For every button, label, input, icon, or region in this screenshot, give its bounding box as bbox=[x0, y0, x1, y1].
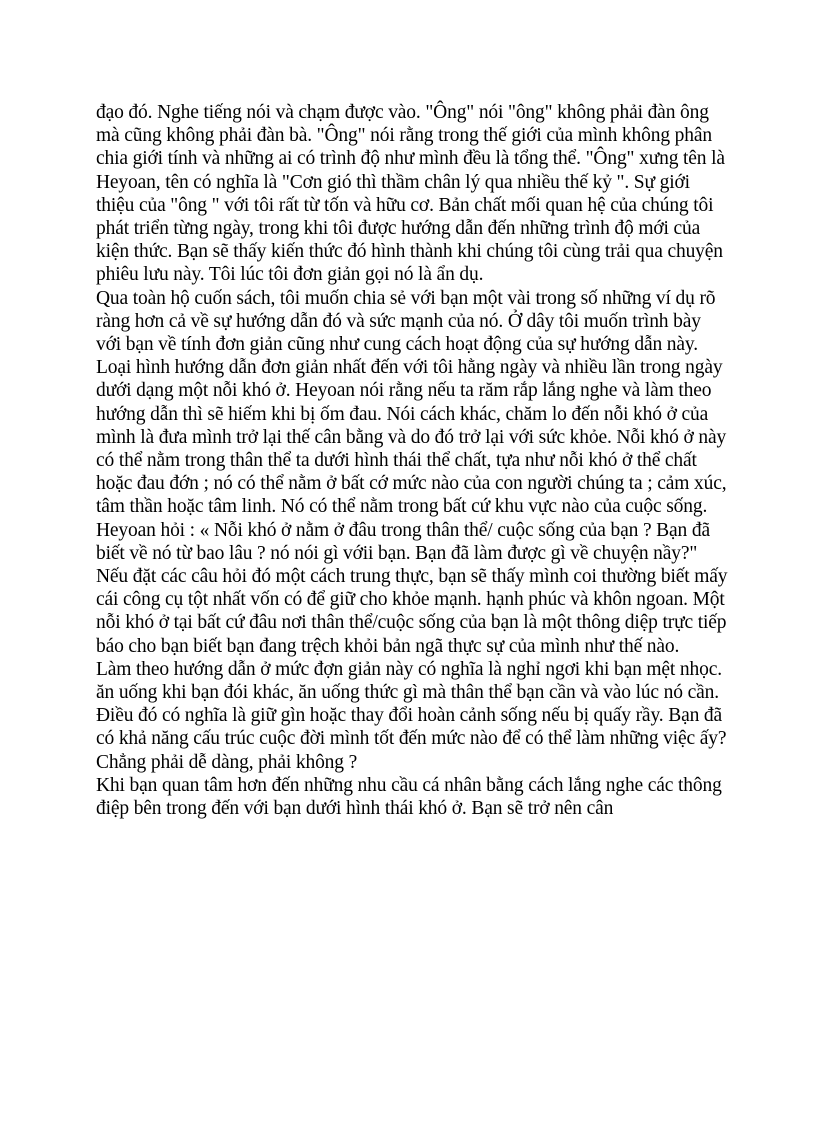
paragraph-1: đạo đó. Nghe tiếng nói và chạm được vào. "Ông" nói "ông" không phải đàn ông mà cũng không phải đàn bà. "Ông" nói rằng trong thế giới của mình không phân chia giới tính và những ai có trình độ như mình đều là tổng thể. "Ông" xưng tên là Heyoan, tên có nghĩa là "Cơn gió thì thầm chân lý qua nhiều thế kỷ ". Sự giới thiệu của "ông " với tôi rất từ tốn và hữu cơ. Bản chất mối quan hệ của chúng tôi phát triển từng ngày, trong khi tôi được hướng dẫn đến những trình độ mới của kiện thức. Bạn sẽ thấy kiến thức đó hình thành khi chúng tôi cùng trải qua chuyện phiêu lưu này. Tôi lúc tôi đơn giản gọi nó là ẩn dụ. bbox=[96, 102, 725, 286]
document-page bbox=[96, 101, 728, 820]
paragraph-2: Qua toàn hộ cuốn sách, tôi muốn chia sẻ với bạn một vài trong số những ví dụ rõ ràng hơn cả về sự hướng dẫn đó và sức mạnh của nó. Ở dây tôi muốn trình bày với bạn về tính đơn giản cũng như cung cách hoạt động của sự hướng dẫn này. bbox=[96, 287, 716, 356]
paragraph-6: Làm theo hướng dẫn ở mức đợn giản này có nghĩa là nghỉ ngơi khi bạn mệt nhọc. ăn uống khi bạn đói khác, ăn uống thức gì mà thân thể bạn cần và vào lúc nó cần. Điều đó có nghĩa là giữ gìn hoặc thay đổi hoàn cảnh sống nếu bị quấy rầy. Bạn đã có khả năng cấu trúc cuộc đời mình tốt đến mức nào để có thể làm những việc ấy? bbox=[96, 658, 727, 750]
paragraph-5: Nếu đặt các câu hỏi đó một cách trung thực, bạn sẽ thấy mình coi thường biết mấy cái công cụ tột nhất vốn có để giữ cho khỏe mạnh. hạnh phúc và khôn ngoan. Một nỗi khó ở tại bất cứ đâu nơi thân thể/cuộc sống của bạn là một thông diệp trực tiếp báo cho bạn biết bạn đang trệch khỏi bản ngã thực sự của mình như thế nào. bbox=[96, 566, 728, 657]
paragraph-8: Khi bạn quan tâm hơn đến những nhu cầu cá nhân bằng cách lắng nghe các thông điệp bên trong đến với bạn dưới hình thái khó ở. Bạn sẽ trở nên cân bbox=[96, 774, 722, 820]
paragraph-3: Loại hình hướng dẫn đơn giản nhất đến với tôi hằng ngày và nhiều lần trong ngày dưới dạng một nỗi khó ở. Heyoan nói rằng nếu ta răm rắp lắng nghe và làm theo hướng dẫn thì sẽ hiếm khi bị ốm đau. Nói cách khác, chăm lo đến nỗi khó ở của mình là đưa mình trở lại thế cân bằng và do đó trở lại với sức khỏe. Nỗi khó ở này có thể nằm trong thân thể ta dưới hình thái thể chất, tựa như nỗi khó ở thể chất hoặc đau đớn ; nó có thể nằm ở bất cớ mức nào của con người chúng ta ; cảm xúc, tâm thần hoặc tâm linh. Nó có thể nằm trong bất cứ khu vực nào của cuộc sống. bbox=[96, 357, 727, 518]
paragraph-7: Chẳng phải dễ dàng, phải không ? bbox=[96, 751, 358, 773]
paragraph-4: Heyoan hỏi : « Nỗi khó ở nằm ở đâu trong thân thể/ cuộc sống của bạn ? Bạn đã biết về nó từ bao lâu ? nó nói gì vớii bạn. Bạn đã làm được gì về chuyện nầy?" bbox=[96, 519, 710, 564]
